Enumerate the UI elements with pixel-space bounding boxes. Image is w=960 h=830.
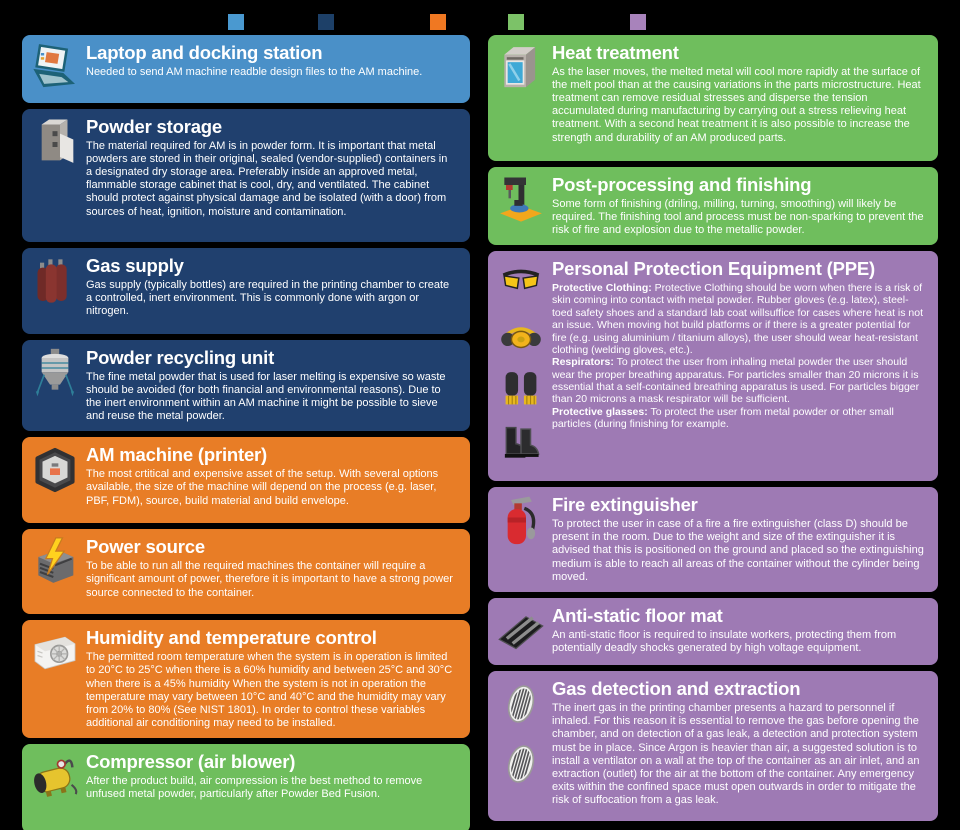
card-gas-detection-extraction <box>488 671 938 821</box>
card-personal-protection-equipment <box>488 251 938 481</box>
card-am-machine-printer <box>22 437 470 523</box>
card-powder-recycling-unit <box>22 340 470 431</box>
card-anti-static-floor-mat <box>488 598 938 665</box>
card-icon-group <box>29 752 81 802</box>
legend-swatch-green <box>508 14 524 30</box>
card-text-lead: Protective Clothing: <box>552 282 652 294</box>
legend-swatch-blue <box>228 14 244 30</box>
furnace-icon <box>496 43 546 93</box>
card-text: To be able to run all the required machines the container will require a significant amount of power, therefore it is important to have a strong power source connected to the container. <box>86 560 453 599</box>
card-humidity-temperature-control <box>22 620 470 738</box>
card-icon-group <box>495 259 547 465</box>
card-post-processing-finishing <box>488 167 938 245</box>
card-icon-group <box>29 43 81 93</box>
card-text: Respirators: To protect the user from inhaling metal powder the user should wear the proper breathing apparatus. For particles smaller than 20 microns it is essential that a self-contained breathing apparatus is used. For particles bigger than 20 microns a mask respirator will be sufficient. <box>552 356 920 406</box>
card-title: Compressor (air blower) <box>86 751 296 773</box>
legend <box>0 0 960 34</box>
card-fire-extinguisher <box>488 487 938 592</box>
card-title: Gas detection and extraction <box>552 678 801 700</box>
card-icon-group <box>29 537 81 587</box>
card-icon-group <box>495 175 547 225</box>
safety-glasses-icon <box>499 259 543 303</box>
card-gas-supply <box>22 248 470 334</box>
card-text-lead: Protective glasses: <box>552 405 648 418</box>
card-text: The most crtitical and expensive asset of the setup. With several options available, the size of the machine will depend on the process (e.g. laser, PBF, FDM), source, build material and build envelope. <box>86 468 439 507</box>
card-title: Heat treatment <box>552 42 679 63</box>
card-text: Some form of finishing (driling, milling, turning, smoothing) will likely be required. The finishing tool and process must be non-sparking to prevent the risk of fire and explosion due to the metallic powder. <box>552 197 924 237</box>
generator-icon <box>30 537 80 587</box>
gas-bottles-icon <box>30 256 80 306</box>
storage-cabinet-icon <box>30 117 80 167</box>
column-left <box>22 35 470 830</box>
drill-press-icon <box>496 175 546 225</box>
air-conditioner-icon <box>30 628 80 678</box>
legend-swatch-purple <box>630 14 646 30</box>
card-title: Gas supply <box>86 255 184 276</box>
card-title: Power source <box>86 536 205 558</box>
card-text: To protect the user in case of a fire a fire extinguisher (class D) should be present in the room. Due to the weight and size of the extinguisher it is advised that this is positioned on the ground and placed so the extinguishing medium is able to reach all areas of the container without the cylinder being moved. <box>552 518 924 583</box>
vent-grille-icon <box>496 739 546 789</box>
safety-boots-icon <box>499 421 543 465</box>
card-text: Protective Clothing: Protective Clothing should be worn when there is a risk of skin coming into contact with metal powder. Rubber gloves (e.g. latex), steel-toed safety shoes and a standard lab coat willsuffice for cases where heat is not an issue. When moving hot build platforms or if there is a greater potential for fire (e.g. using aluminium / titanium alloys), the user should wear heat-resistant clothing (welding gloves, etc.). <box>552 282 924 356</box>
card-text: The fine metal powder that is used for laser melting is expensive so waste should be avoided (for both financial and environmental reasons). Due to the inert environment within an AM machine it might be possible to sieve and reuse the metal powder. <box>86 370 446 423</box>
card-icon-group <box>495 495 547 545</box>
card-text: After the product build, air compression is the best method to remove unfused metal powder, particularly after Powder Bed Fusion. <box>86 775 423 801</box>
card-text-lead: Respirators: <box>552 356 614 369</box>
laptop-icon <box>30 43 80 93</box>
card-text: The inert gas in the printing chamber presents a hazard to personnel if inhaled. For this reason it is essential to remove the gas before opening the chamber, and on detection of a gas leak, a detection and protection system must be in place. Since Argon is heavier than air, a suggested solution is to install a ventilator on a wall at the top of the container as an air inlet, and an extraction (outlet) for the air at the bottom of the container. Any emergency exits within the confined space must open outwards in order to mitigate the risk of suffocation from a gas leak. <box>552 702 920 807</box>
card-title: Fire extinguisher <box>552 494 698 516</box>
vent-grille-icon <box>496 679 546 729</box>
legend-swatch-orange <box>430 14 446 30</box>
welding-gloves-icon <box>499 367 543 411</box>
card-laptop-docking-station <box>22 35 470 103</box>
card-title: Humidity and temperature control <box>86 627 377 649</box>
card-icon-group <box>495 679 547 789</box>
card-icon-group <box>29 445 81 495</box>
card-title: Anti-static floor mat <box>552 605 723 627</box>
column-right <box>488 35 938 821</box>
card-powder-storage <box>22 109 470 242</box>
card-title: Personal Protection Equipment (PPE) <box>552 258 875 280</box>
card-text: An anti-static floor is required to insulate workers, protecting them from potentially deadly shocks generated by high voltage equipment. <box>552 629 897 655</box>
card-text: Protective glasses: To protect the user from metal powder or other small particles (during finishing for example. <box>552 405 894 431</box>
card-text: Gas supply (typically bottles) are required in the printing chamber to create a controlled, inert environment. This is commonly done with argon or nitrogen. <box>86 278 450 318</box>
floor-mat-icon <box>496 606 546 656</box>
card-power-source <box>22 529 470 614</box>
card-icon-group <box>29 117 81 167</box>
fire-extinguisher-icon <box>496 495 546 545</box>
card-title: Powder recycling unit <box>86 347 275 368</box>
card-icon-group <box>29 628 81 678</box>
card-icon-group <box>495 43 547 93</box>
card-text: Needed to send AM machine readble design files to the AM machine. <box>86 65 423 78</box>
card-text: As the laser moves, the melted metal will cool more rapidly at the surface of the melt pool than at the causing variations in the parts microstructure. Heat treatment can remove residual stresses and disperse the tension accumulated during manufacturing by carrying out a stress relieving heat treatment. With a second heat treatment it is also possible to increase the strength and durability of an AM produced parts. <box>552 65 921 144</box>
card-heat-treatment <box>488 35 938 161</box>
card-icon-group <box>495 606 547 656</box>
card-title: AM machine (printer) <box>86 444 268 466</box>
card-text: The material required for AM is in powder form. It is important that metal powders are stored in their original, sealed (vendor-supplied) containers in a designated dry storage area. Preferably inside an approved metal, flammable storage cabinet that is cool, dry, and ventilated. The cabinet should protect against physical damage and be isolated (with a door) from sources of heat, ignition, moisture and contamination. <box>86 139 448 218</box>
card-icon-group <box>29 348 81 398</box>
card-title: Post-processing and finishing <box>552 174 812 195</box>
printer-icon <box>30 445 80 495</box>
card-compressor-air-blower <box>22 744 470 830</box>
compressor-icon <box>30 752 80 802</box>
legend-swatch-darkblue <box>318 14 334 30</box>
card-icon-group <box>29 256 81 306</box>
powder-hopper-icon <box>30 348 80 398</box>
card-text: The permitted room temperature when the system is in operation is limited to 20°C to 25°C when there is a 60% humidity and between 25°C and 30°C when there is a 45% humidity When the system is not in operation the temperature may vary between 10°C and 40°C and the humidity may vary from 20% to 80% (See NIST 1801). In order to control these variables additional air conditioning may need to be installed. <box>86 651 453 730</box>
card-title: Powder storage <box>86 116 222 137</box>
respirator-icon <box>499 313 543 357</box>
card-title: Laptop and docking station <box>86 42 323 63</box>
